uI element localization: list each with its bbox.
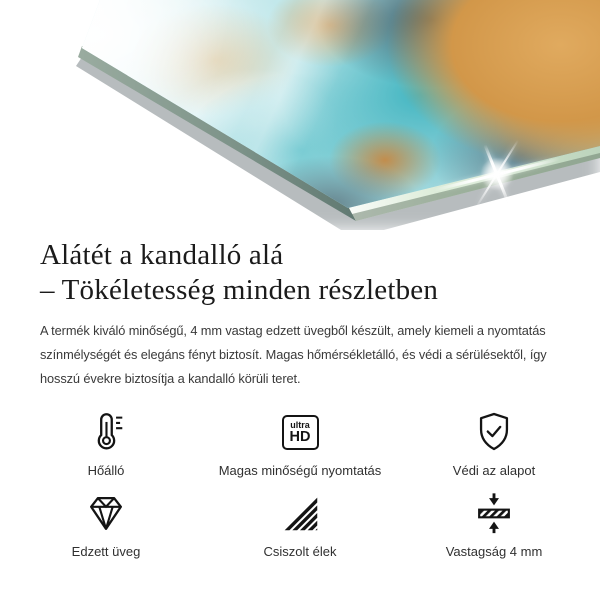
feature-label: Hőálló — [87, 463, 125, 478]
feature-heat-resistant — [9, 409, 203, 478]
feature-polished-edges — [203, 490, 397, 559]
feature-label: Edzett üveg — [71, 544, 141, 559]
feature-grid — [0, 409, 600, 559]
diamond-icon — [83, 490, 129, 536]
section-description: A termék kiváló minőségű, 4 mm vastag edzett üvegből készült, amely kiemeli a nyomtatás színmélységét és elegáns fényt biztosít. Magas hőmérsékletálló, és védi a sérülésektől, így hosszú évekre biztosítja a kandalló körüli teret. — [40, 323, 547, 386]
feature-label: Védi az alapot — [452, 463, 536, 478]
product-description-section — [0, 230, 600, 391]
feature-label: Csiszolt élek — [263, 544, 337, 559]
section-title — [40, 238, 560, 308]
ultra-hd-badge-bottom: HD — [289, 428, 311, 445]
thermometer-icon — [83, 409, 129, 455]
feature-protects-base — [397, 409, 591, 478]
shield-check-icon — [471, 409, 517, 455]
ultra-hd-badge-top: ultra — [290, 419, 310, 430]
section-title-line2: – Tökéletesség minden részletben — [40, 274, 439, 306]
feature-tempered-glass — [9, 490, 203, 559]
feature-thickness-4mm — [397, 490, 591, 559]
ultra-hd-icon — [282, 409, 319, 455]
feature-label: Magas minőségű nyomtatás — [218, 463, 382, 478]
feature-ultra-hd-print — [203, 409, 397, 478]
thickness-icon — [471, 490, 517, 536]
feature-label: Vastagság 4 mm — [445, 544, 543, 559]
product-image — [0, 0, 600, 230]
polished-edges-icon — [277, 490, 323, 536]
section-title-line1: Alátét a kandalló alá — [40, 239, 284, 271]
